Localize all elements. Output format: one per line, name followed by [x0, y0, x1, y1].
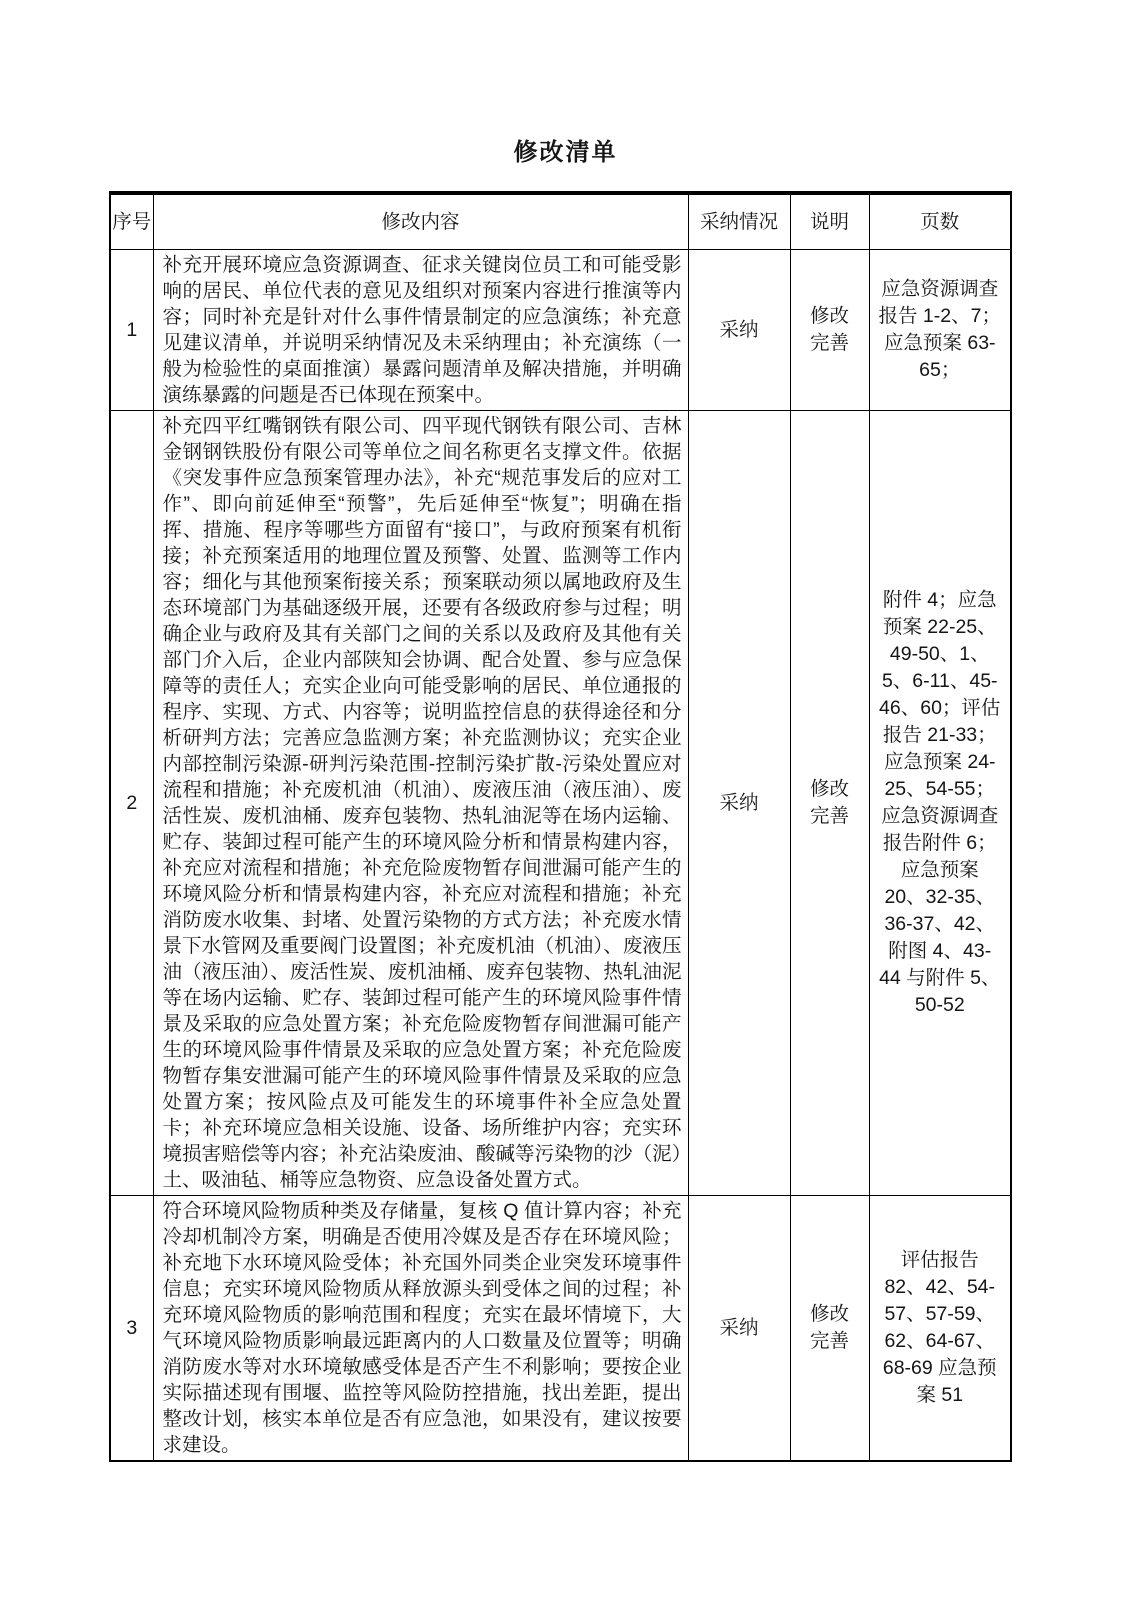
table-row: [110, 1196, 1011, 1462]
table-row: [110, 250, 1011, 411]
header-modification-content: 修改内容: [153, 193, 688, 250]
table-header-row: [110, 193, 1011, 250]
page-title: 修改清单: [513, 139, 618, 166]
cell-adoption-status: 采纳: [688, 1196, 790, 1462]
cell-note: 修改完善: [790, 1196, 869, 1462]
header-pages: 页数: [869, 193, 1011, 250]
cell-modification-content: 补充四平红嘴钢铁有限公司、四平现代钢铁有限公司、吉林金钢钢铁股份有限公司等单位之间名称更名支撑文件。依据《突发事件应急预案管理办法》，补充“规范事发后的应对工作”、即向前延伸至“预警”，先后延伸至“恢复”；明确在指挥、措施、程序等哪些方面留有“接口”，与政府预案有机衔接；补充预案适用的地理位置及预警、处置、监测等工作内容；细化与其他预案衔接关系；预案联动须以属地政府及生态环境部门为基础逐级开展，还要有各级政府参与过程；明确企业与政府及其有关部门之间的关系以及政府及其他有关部门介入后，企业内部陕知会协调、配合处置、参与应急保障等的责任人；充实企业向可能受影响的居民、单位通报的程序、实现、方式、内容等；说明监控信息的获得途径和分析研判方法；完善应急监测方案；补充监测协议；充实企业内部控制污染源-研判污染范围-控制污染扩散-污染处置应对流程和措施；补充废机油（机油）、废液压油（液压油）、废活性炭、废机油桶、废弃包装物、热轧油泥等在场内运输、贮存、装卸过程可能产生的环境风险分析和情景构建内容，补充应对流程和措施；补充危险废物暂存间泄漏可能产生的环境风险分析和情景构建内容，补充应对流程和措施；补充消防废水收集、封堵、处置污染物的方式方法；补充废水情景下水管网及重要阀门设置图；补充废机油（机油）、废液压油（液压油）、废活性炭、废机油桶、废弃包装物、热轧油泥等在场内运输、贮存、装卸过程可能产生的环境风险事件情景及采取的应急处置方案；补充危险废物暂存间泄漏可能产生的环境风险事件情景及采取的应急处置方案；补充危险废物暂存集安泄漏可能产生的环境风险事件情景及采取的应急处置方案；按风险点及可能发生的环境事件补全应急处置卡；补充环境应急相关设施、设备、场所维护内容；充实环境损害赔偿等内容；补充沾染废油、酸碱等污染物的沙（泥）土、吸油毡、桶等应急物资、应急设备处置方式。: [153, 411, 688, 1196]
cell-pages: 应急资源调查报告 1-2、7；应急预案 63-65；: [869, 250, 1011, 411]
cell-note: 修改完善: [790, 250, 869, 411]
cell-adoption-status: 采纳: [688, 250, 790, 411]
cell-pages: 评估报告 82、42、54-57、57-59、62、64-67、68-69 应急预案 51: [869, 1196, 1011, 1462]
cell-modification-content: 补充开展环境应急资源调查、征求关键岗位员工和可能受影响的居民、单位代表的意见及组织对预案内容进行推演等内容；同时补充是针对什么事件情景制定的应急演练；补充意见建议清单，并说明采纳情况及未采纳理由；补充演练（一般为检验性的桌面推演）暴露问题清单及解决措施，并明确演练暴露的问题是否已体现在预案中。: [153, 250, 688, 411]
cell-pages: 附件 4；应急预案 22-25、49-50、1、5、6-11、45-46、60；评估报告 21-33；应急预案 24-25、54-55；应急资源调查报告附件 6；应急预案 20、32-35、36-37、42、附图 4、43-44 与附件 5、50-52: [869, 411, 1011, 1196]
cell-serial-number: 1: [110, 250, 153, 411]
header-note: 说明: [790, 193, 869, 250]
cell-adoption-status: 采纳: [688, 411, 790, 1196]
header-serial-number: 序号: [110, 193, 153, 250]
cell-note: 修改完善: [790, 411, 869, 1196]
cell-serial-number: 3: [110, 1196, 153, 1462]
revision-list-table: [109, 191, 1012, 1462]
header-adoption-status: 采纳情况: [688, 193, 790, 250]
cell-modification-content: 符合环境风险物质种类及存储量，复核 Q 值计算内容；补充冷却机制冷方案，明确是否使用冷媒及是否存在环境风险；补充地下水环境风险受体；补充国外同类企业突发环境事件信息；充实环境风险物质从释放源头到受体之间的过程；补充环境风险物质的影响范围和程度；充实在最坏情境下，大气环境风险物质影响最远距离内的人口数量及位置等；明确消防废水等对水环境敏感受体是否产生不利影响；要按企业实际描述现有围堰、监控等风险防控措施，找出差距，提出整改计划，核实本单位是否有应急池，如果没有，建议按要求建设。: [153, 1196, 688, 1462]
table-row: [110, 411, 1011, 1196]
cell-serial-number: 2: [110, 411, 153, 1196]
